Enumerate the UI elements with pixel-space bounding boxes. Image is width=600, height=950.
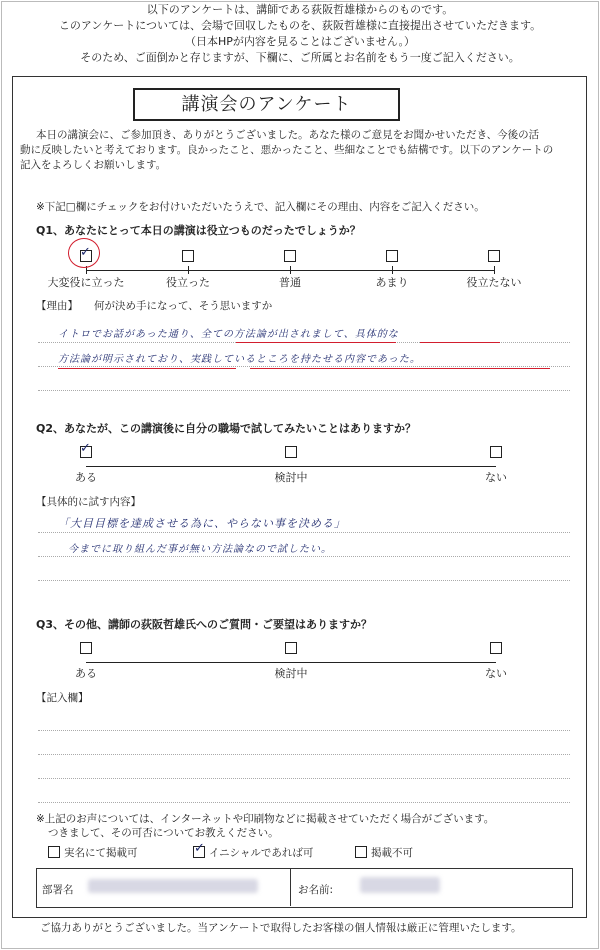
red-underline (236, 342, 396, 343)
q1-option-3-label: 普通 (279, 276, 301, 289)
department-redacted (88, 879, 258, 893)
q1-tick (290, 266, 291, 274)
consent-decline-label: 掲載不可 (371, 847, 413, 859)
q3-option-1-label: ある (75, 667, 97, 680)
q1-tick (188, 266, 189, 274)
ruled-line (38, 366, 570, 367)
q1-question: Q1、あなたにとって本日の講演は役立つものだったでしょうか？ (36, 224, 361, 237)
ruled-line (38, 390, 570, 391)
q1-option-2-label: 役立った (166, 276, 210, 289)
instruction: ※下記□欄にチェックをお付けいただいたうえで、記入欄にその理由、内容をご記入ください。 (36, 201, 485, 213)
name-redacted (360, 877, 440, 893)
q1-option-2-checkbox[interactable] (182, 250, 194, 262)
q1-option-4-label: あまり (375, 276, 409, 289)
q1-option-5-checkbox[interactable] (488, 250, 500, 262)
checkmark-icon: ✓ (194, 841, 205, 856)
red-underline (420, 342, 500, 343)
q1-option-1-label: 大変役に立った (47, 276, 125, 289)
ruled-line (38, 778, 570, 779)
q3-option-3-checkbox[interactable] (490, 642, 502, 654)
consent-decline-checkbox[interactable] (355, 846, 367, 858)
q3-option-2-label: 検討中 (274, 667, 308, 680)
intro-line-2: 動に反映したいと考えております。良かったこと、悪かったこと、些細なことでも結構です。以下のアンケートの (20, 144, 554, 156)
q1-tick (494, 266, 495, 274)
red-underline (250, 368, 550, 369)
consent-line-1: ※上記のお声については、インターネットや印刷物などに掲載させていただく場合がございます。 (36, 813, 495, 825)
q2-detail-label: 【具体的に試す内容】 (36, 496, 141, 508)
red-underline (58, 368, 236, 369)
q2-option-1-label: ある (75, 471, 97, 484)
department-label: 部署名 (42, 884, 74, 896)
ruled-line (38, 556, 570, 557)
q2-handwritten-answer-2: 今までに取り組んだ事が無い方法論なので試したい。 (68, 544, 332, 555)
q1-handwritten-answer-1: イトロでお話があった通り、全ての方法論が出されまして、具体的な (58, 329, 399, 340)
header-line-4: そのため、ご面倒かと存じますが、下欄に、ご所属とお名前をもう一度ご記入ください。 (80, 51, 520, 64)
q3-option-2-checkbox[interactable] (285, 642, 297, 654)
footer-note: ご協力ありがとうございました。当アンケートで取得したお客様の個人情報は厳正に管理いたします。 (40, 922, 522, 934)
consent-initials-label: イニシャルであれば可 (209, 847, 314, 859)
table-divider (290, 868, 291, 906)
red-circle-mark (68, 238, 100, 268)
q3-option-1-checkbox[interactable] (80, 642, 92, 654)
intro-line-1: 本日の講演会に、ご参加頂き、ありがとうございました。あなた様のご意見をお聞かせいただき、今後の活 (36, 129, 540, 141)
consent-line-2: つきまして、その可否についてお教えください。 (48, 827, 279, 839)
consent-realname-checkbox[interactable] (48, 846, 60, 858)
ruled-line (38, 730, 570, 731)
header-line-1: 以下のアンケートは、講師である荻阪哲雄様からのものです。 (146, 3, 454, 16)
q2-question: Q2、あなたが、この講演後に自分の職場で試してみたいことはありますか？ (36, 422, 417, 435)
page-title: 講演会のアンケート (133, 88, 400, 121)
header-line-2: このアンケートについては、会場で回収したものを、荻阪哲雄様に直接提出させていただきます。 (58, 19, 542, 32)
q1-reason-label: 【理由】 (36, 300, 78, 312)
q1-handwritten-answer-2: 方法論が明示されており、実践しているところを持たせる内容であった。 (58, 354, 421, 365)
q1-reason-prompt: 何が決め手になって、そう思いますか (94, 300, 273, 312)
ruled-line (38, 580, 570, 581)
q1-option-3-checkbox[interactable] (284, 250, 296, 262)
q1-option-4-checkbox[interactable] (386, 250, 398, 262)
q3-entry-label: 【記入欄】 (36, 692, 89, 704)
q2-scale-line (86, 466, 496, 467)
q2-option-2-label: 検討中 (274, 471, 308, 484)
q1-option-5-label: 役立たない (466, 276, 522, 289)
q2-option-2-checkbox[interactable] (285, 446, 297, 458)
q3-question: Q3、その他、講師の荻阪哲雄氏へのご質問・ご要望はありますか？ (36, 618, 373, 631)
ruled-line (38, 754, 570, 755)
q1-tick (392, 266, 393, 274)
consent-realname-label: 実名にて掲載可 (64, 847, 138, 859)
checkmark-icon: ✓ (80, 441, 91, 456)
q2-option-3-checkbox[interactable] (490, 446, 502, 458)
q3-scale-line (86, 662, 496, 663)
ruled-line (38, 802, 570, 803)
q3-option-3-label: ない (485, 667, 507, 680)
name-label: お名前: (298, 884, 334, 896)
checkmark-icon: ✓ (80, 245, 91, 260)
intro-line-3: 記入をよろしくお願いします。 (20, 159, 167, 171)
header-line-3: （日本HPが内容を見ることはございません。） (184, 35, 416, 48)
q2-handwritten-answer-1: 「大目目標を達成させる為に、やらない事を決める」 (58, 517, 346, 530)
ruled-line (38, 532, 570, 533)
q2-option-3-label: ない (485, 471, 507, 484)
